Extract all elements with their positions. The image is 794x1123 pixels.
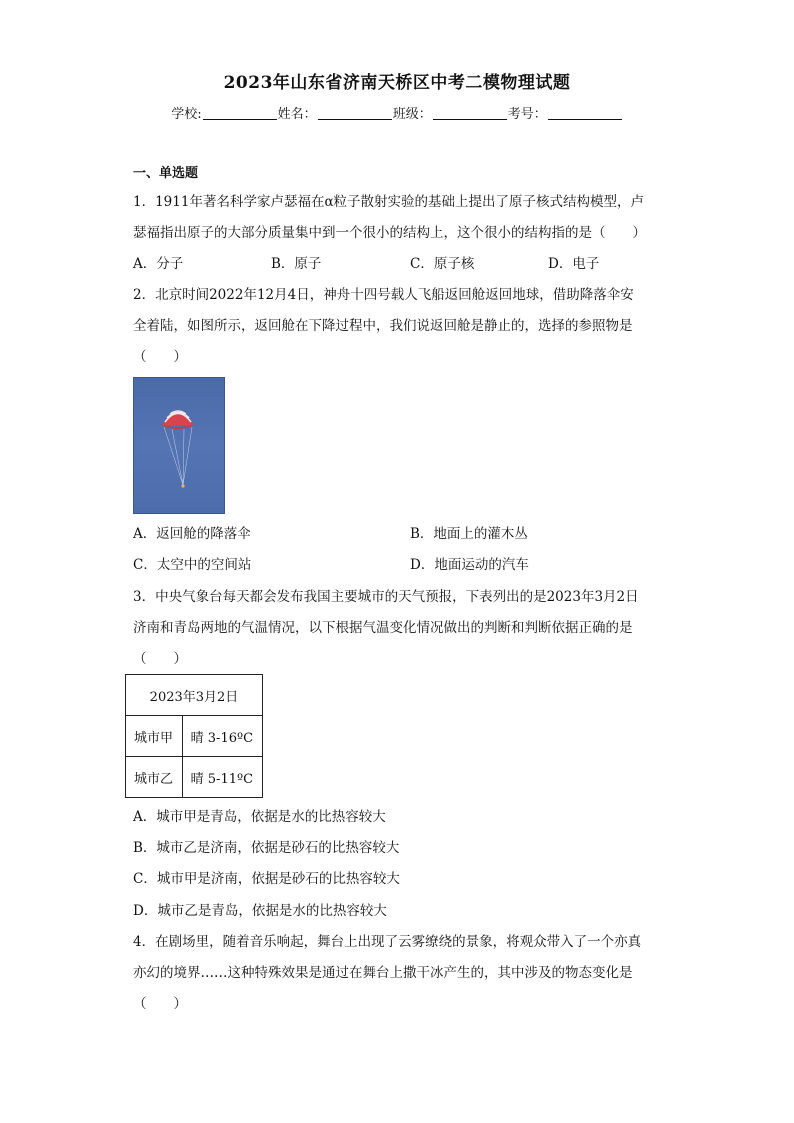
- number-blank[interactable]: [548, 107, 622, 120]
- q2-option-b[interactable]: B．地面上的灌木丛: [410, 526, 528, 542]
- q3-line3: （ ）: [133, 651, 187, 667]
- student-info-line: [0, 103, 794, 122]
- class-blank[interactable]: [433, 107, 507, 120]
- q2-line3: （ ）: [133, 349, 187, 365]
- q3-option-b[interactable]: B．城市乙是济南，依据是砂石的比热容较大: [133, 840, 400, 856]
- exam-title: 2023年山东省济南天桥区中考二模物理试题: [223, 73, 571, 93]
- q2-line1: 2．北京时间2022年12月4日，神舟十四号载人飞船返回舱返回地球，借助降落伞安: [133, 287, 634, 303]
- q2-option-d[interactable]: D．地面运动的汽车: [410, 557, 529, 573]
- q1-option-a[interactable]: A．分子: [133, 256, 184, 272]
- q4-line1: 4．在剧场里，随着音乐响起，舞台上出现了云雾缭绕的景象，将观众带入了一个亦真: [133, 934, 642, 950]
- q1-option-b[interactable]: B．原子: [271, 256, 322, 272]
- q2-option-c[interactable]: C．太空中的空间站: [133, 557, 252, 573]
- table-cell-city: 城市乙: [126, 757, 183, 798]
- q1-line1: 1．1911年著名科学家卢瑟福在α粒子散射实验的基础上提出了原子核式结构模型，卢: [133, 194, 645, 210]
- school-label: 学校:: [171, 107, 202, 122]
- name-label: 姓名：: [277, 107, 317, 122]
- q4-line3: （ ）: [133, 996, 187, 1012]
- q3-line1: 3．中央气象台每天都会发布我国主要城市的天气预报，下表列出的是2023年3月2日: [133, 589, 639, 605]
- q3-option-c[interactable]: C．城市甲是济南，依据是砂石的比热容较大: [133, 871, 400, 887]
- q1-option-c[interactable]: C．原子核: [410, 256, 475, 272]
- table-row: [126, 675, 263, 716]
- number-label: 考号：: [507, 107, 547, 122]
- table-row: [126, 716, 263, 757]
- q2-option-a[interactable]: A．返回舱的降落伞: [133, 526, 251, 542]
- parachute-photo: [133, 377, 225, 514]
- q4-line2: 亦幻的境界……这种特殊效果是通过在舞台上撒干冰产生的，其中涉及的物态变化是: [133, 965, 633, 981]
- q3-option-d[interactable]: D．城市乙是青岛，依据是水的比热容较大: [133, 903, 387, 919]
- table-cell-city: 城市甲: [126, 716, 183, 757]
- table-header-date: 2023年3月2日: [126, 675, 263, 716]
- parachute-icon: [134, 378, 224, 513]
- weather-table: [125, 674, 263, 798]
- q1-option-d[interactable]: D．电子: [548, 256, 600, 272]
- q1-line2: 瑟福指出原子的大部分质量集中到一个很小的结构上，这个很小的结构指的是（ ）: [133, 225, 646, 241]
- class-label: 班级：: [392, 107, 432, 122]
- q3-option-a[interactable]: A．城市甲是青岛，依据是水的比热容较大: [133, 809, 386, 825]
- name-blank[interactable]: [318, 107, 392, 120]
- q2-line2: 全着陆，如图所示，返回舱在下降过程中，我们说返回舱是静止的，选择的参照物是: [133, 318, 633, 334]
- table-cell-weather: 晴 5-11ºC: [182, 757, 262, 798]
- section-heading: 一、单选题: [133, 166, 199, 181]
- table-cell-weather: 晴 3-16ºC: [182, 716, 262, 757]
- q3-line2: 济南和青岛两地的气温情况，以下根据气温变化情况做出的判断和判断依据正确的是: [133, 620, 633, 636]
- table-row: [126, 757, 263, 798]
- school-blank[interactable]: [203, 107, 277, 120]
